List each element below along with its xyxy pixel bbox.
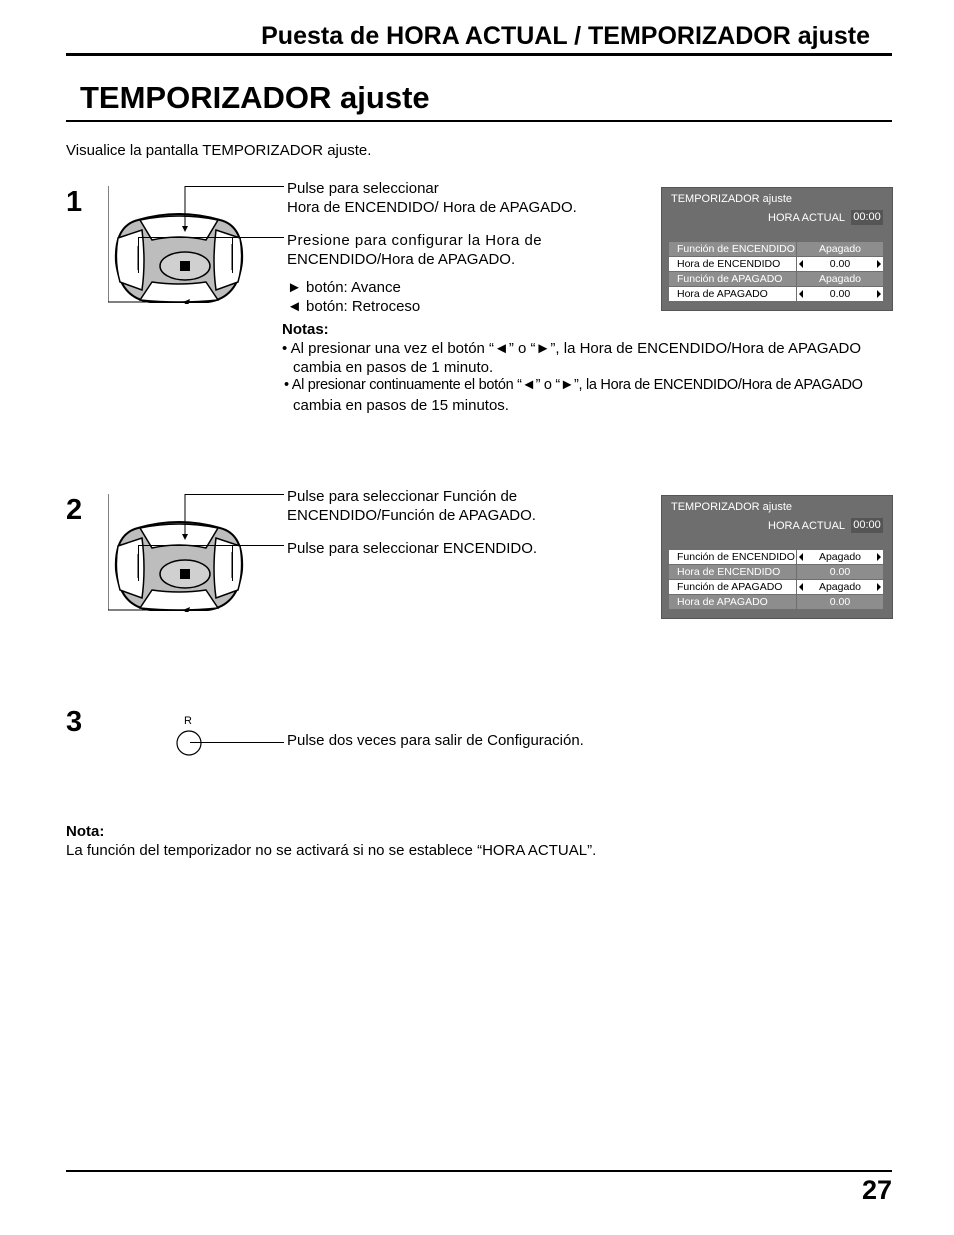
- callout-line: [138, 237, 139, 273]
- osd-row-label: Hora de APAGADO: [669, 595, 796, 609]
- right-arrow-icon: [877, 290, 881, 298]
- left-arrow-icon: [799, 290, 803, 298]
- osd-row: [669, 272, 883, 286]
- osd-clock-label: HORA ACTUAL: [768, 520, 846, 532]
- osd-clock-label: HORA ACTUAL: [768, 212, 846, 224]
- step-number: 1: [66, 186, 83, 218]
- step2-callout-1b: ENCENDIDO/Función de APAGADO.: [287, 507, 536, 524]
- osd-row-label: Hora de ENCENDIDO: [669, 257, 796, 271]
- osd-row-value: 0.00: [797, 287, 883, 301]
- step1-callout-1a: Pulse para seleccionar: [287, 180, 439, 197]
- intro-text: Visualice la pantalla TEMPORIZADOR ajuste.: [66, 142, 372, 159]
- osd-menu: [661, 495, 893, 619]
- footer-note-title: Nota:: [66, 823, 105, 840]
- step2-callout-1a: Pulse para seleccionar Función de: [287, 488, 518, 505]
- step-number: 3: [66, 706, 83, 738]
- note-1-line2: cambia en pasos de 1 minuto.: [293, 359, 494, 376]
- section-title: Puesta de HORA ACTUAL / TEMPORIZADOR ajuste: [261, 22, 870, 50]
- note-2-line1: • Al presionar continuamente el botón “◄” o “►”, la Hora de ENCENDIDO/Hora de APAGADO: [284, 377, 863, 393]
- title-rule: [66, 120, 892, 122]
- notes-title: Notas:: [282, 321, 329, 338]
- step1-callout-2a: Presione para configurar la Hora de: [287, 232, 543, 249]
- step2-callout-2: Pulse para seleccionar ENCENDIDO.: [287, 540, 538, 557]
- footer-note-text: La función del temporizador no se activará si no se establece “HORA ACTUAL”.: [66, 842, 597, 859]
- osd-row-value: 0.00: [797, 565, 883, 579]
- r-button-icon: [174, 729, 206, 759]
- right-arrow-icon: [877, 553, 881, 561]
- osd-row-label: Función de ENCENDIDO: [669, 242, 796, 256]
- osd-row: [669, 242, 883, 256]
- callout-line: [232, 237, 233, 273]
- osd-row-selected: [669, 287, 883, 301]
- footer-rule: [66, 1170, 892, 1172]
- osd-row: [669, 595, 883, 609]
- forward-hint: ► botón: Avance: [287, 279, 401, 296]
- osd-row-value: Apagado: [797, 242, 883, 256]
- back-hint: ◄ botón: Retroceso: [287, 298, 421, 315]
- osd-row: [669, 565, 883, 579]
- osd-row-label: Hora de ENCENDIDO: [669, 565, 796, 579]
- left-arrow-icon: [799, 553, 803, 561]
- osd-row-selected: [669, 257, 883, 271]
- osd-title: TEMPORIZADOR ajuste: [671, 501, 793, 513]
- osd-row-value: 0.00: [797, 257, 883, 271]
- note-2-line2: cambia en pasos de 15 minutos.: [293, 397, 509, 414]
- osd-menu: [661, 187, 893, 311]
- step1-callout-2b: ENCENDIDO/Hora de APAGADO.: [287, 251, 516, 268]
- osd-row-label: Función de ENCENDIDO: [669, 550, 796, 564]
- callout-line: [185, 494, 284, 495]
- osd-title: TEMPORIZADOR ajuste: [671, 193, 793, 205]
- right-arrow-icon: [877, 260, 881, 268]
- callout-line: [232, 545, 233, 581]
- left-arrow-icon: [799, 583, 803, 591]
- callout-line: [138, 237, 284, 238]
- osd-row-value: Apagado: [797, 580, 883, 594]
- page-number: 27: [861, 1175, 892, 1205]
- osd-row-value: 0.00: [797, 595, 883, 609]
- osd-row-selected: [669, 580, 883, 594]
- page-title: TEMPORIZADOR ajuste: [80, 80, 430, 115]
- callout-line: [190, 742, 284, 743]
- callout-line: [185, 186, 284, 187]
- remote-dpad-graphic: [108, 494, 250, 612]
- left-arrow-icon: [799, 260, 803, 268]
- callout-line: [138, 545, 284, 546]
- right-arrow-icon: [877, 583, 881, 591]
- osd-clock-value: 00:00: [851, 518, 883, 533]
- osd-row-value: Apagado: [797, 272, 883, 286]
- osd-row-label: Función de APAGADO: [669, 272, 796, 286]
- osd-row-label: Hora de APAGADO: [669, 287, 796, 301]
- osd-row-selected: [669, 550, 883, 564]
- step1-callout-1b: Hora de ENCENDIDO/ Hora de APAGADO.: [287, 199, 577, 216]
- r-button-label: R: [184, 715, 192, 727]
- remote-dpad-graphic: [108, 186, 250, 304]
- osd-row-label: Función de APAGADO: [669, 580, 796, 594]
- osd-clock-value: 00:00: [851, 210, 883, 225]
- callout-line: [138, 545, 139, 581]
- note-1-line1: • Al presionar una vez el botón “◄” o “►”, la Hora de ENCENDIDO/Hora de APAGADO: [282, 340, 862, 357]
- step3-callout: Pulse dos veces para salir de Configuración.: [287, 732, 584, 749]
- step-number: 2: [66, 494, 83, 526]
- header-rule: [66, 53, 892, 56]
- osd-row-value: Apagado: [797, 550, 883, 564]
